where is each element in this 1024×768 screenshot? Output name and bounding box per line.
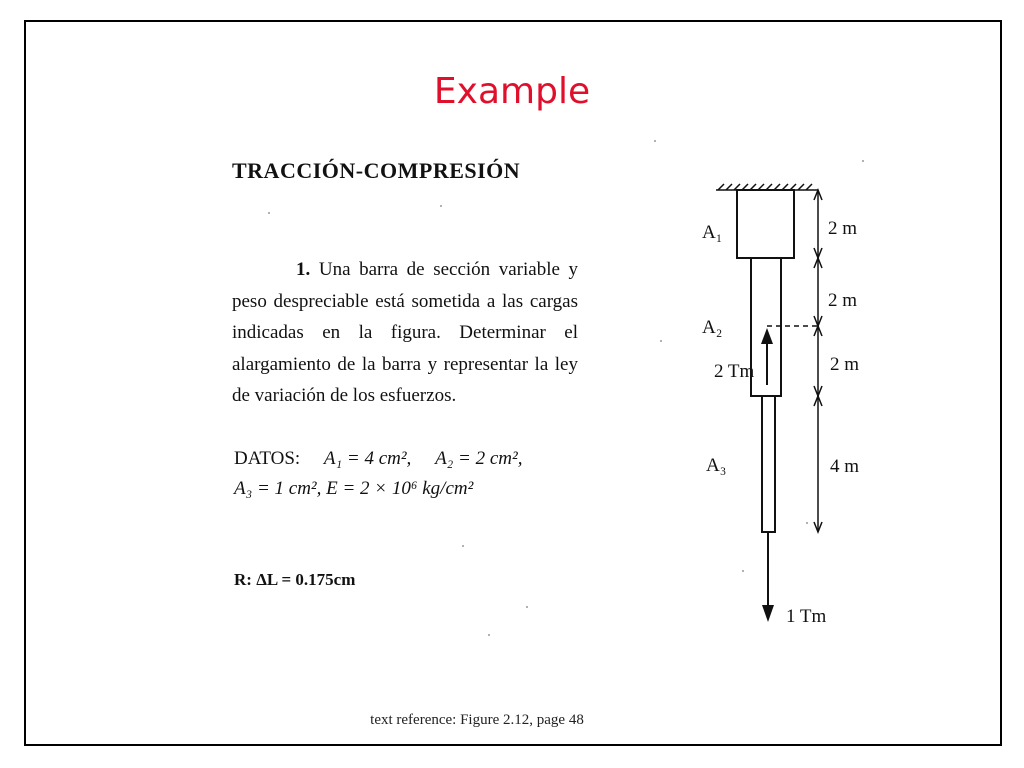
problem-text: Una barra de sección variable y peso despreciable está sometida a las cargas indicadas en la figura. Determinar el alargamiento de la barra y representar la ley de variación de los esfuerzos. [232,259,579,406]
label-load-down: 1 Tm [786,606,827,627]
datos-block [234,444,522,504]
result-line: R: ΔL = 0.175cm [234,570,356,589]
datos-label: DATOS: [234,448,301,469]
scan-speck [660,340,662,342]
segment-a3 [762,396,775,532]
scan-speck [806,522,808,524]
scan-speck [440,205,442,207]
dim-label-1: 2 m [828,218,858,239]
dimension-line [814,190,822,532]
label-a1: A₁ [702,222,723,243]
dim-label-2: 2 m [828,290,858,311]
datos-a3-e: A₃ = 1 cm², E = 2 × 10⁶ kg/cm² [234,478,474,499]
scan-speck [462,545,464,547]
downward-load-arrow [762,532,774,622]
dim-label-4: 4 m [830,456,860,477]
scan-speck [862,160,864,162]
datos-a1: A₁ = 4 cm², [323,448,412,469]
upward-load-arrow [761,326,820,385]
label-a3: A₃ [706,455,727,476]
label-a2: A₂ [702,317,723,338]
dim-label-3: 2 m [830,354,860,375]
problem-statement [232,254,578,412]
slide-title: Example [433,71,591,112]
scan-speck [268,212,270,214]
bar-figure [650,150,890,630]
scan-speck [526,606,528,608]
problem-number: 1. [296,259,311,280]
scan-speck [488,634,490,636]
label-load-up: 2 Tm [714,361,755,382]
scan-speck [654,140,656,142]
datos-a2: A₂ = 2 cm², [435,448,523,469]
scan-speck [742,570,744,572]
segment-a1 [737,190,794,258]
text-reference: text reference: Figure 2.12, page 48 [370,712,584,728]
section-heading: TRACCIÓN-COMPRESIÓN [232,158,521,183]
